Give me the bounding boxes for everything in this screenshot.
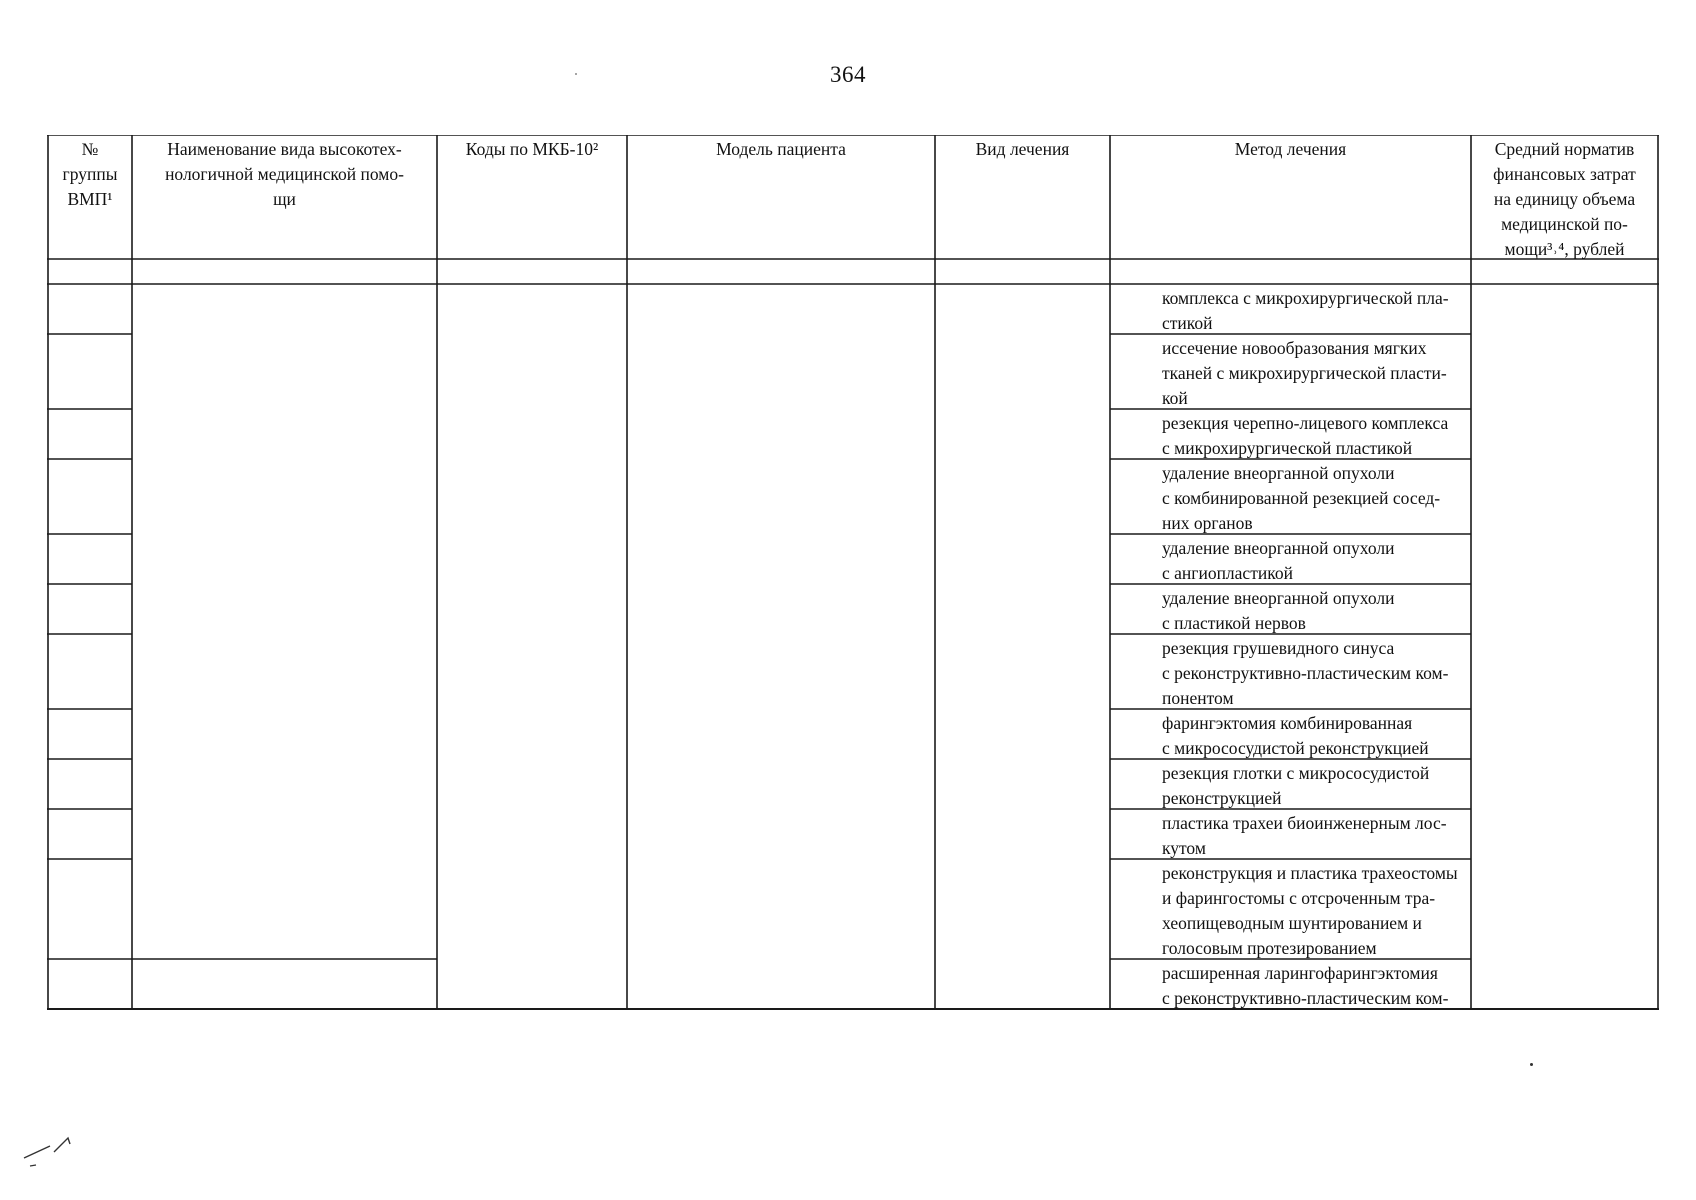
header-name: Наименование вида высокотех- нологичной медицинской помо- щи	[165, 139, 404, 209]
header-treatment-method: Метод лечения	[1234, 139, 1347, 159]
scan-speck	[575, 73, 577, 75]
scan-speck	[1530, 1063, 1533, 1066]
method-row: иссечение новообразования мягких тканей с микрохирургической пласти- кой	[1162, 338, 1447, 408]
method-row: фарингэктомия комбинированная с микрососудистой реконструкцией	[1162, 713, 1429, 758]
method-row: удаление внеорганной опухоли с ангиопластикой	[1162, 538, 1395, 583]
method-row: удаление внеорганной опухоли с пластикой нервов	[1162, 588, 1395, 633]
treatment-table	[47, 135, 1659, 1010]
method-row: расширенная ларингофарингэктомия с реконструктивно-пластическим ком-	[1162, 963, 1449, 1008]
header-patient-model: Модель пациента	[716, 139, 846, 159]
header-group-no: № группы ВМП¹	[62, 139, 118, 209]
header-icd-codes: Коды по МКБ-10²	[465, 139, 599, 159]
page-number: 364	[830, 62, 866, 87]
method-row: реконструкция и пластика трахеостомы и фарингостомы с отсроченным тра- хеопищеводным шунтированием и голосовым протезированием	[1162, 863, 1458, 958]
method-row: резекция глотки с микрососудистой реконструкцией	[1162, 763, 1430, 808]
method-row: резекция черепно-лицевого комплекса с микрохирургической пластикой	[1162, 413, 1449, 458]
method-row: резекция грушевидного синуса с реконструктивно-пластическим ком- понентом	[1162, 638, 1449, 708]
pen-mark	[22, 1130, 82, 1170]
header-cost-norm: Средний норматив финансовых затрат на единицу объема медицинской по- мощи³˒⁴, рублей	[1493, 139, 1636, 259]
header-treatment-type: Вид лечения	[975, 139, 1070, 159]
method-row: комплекса с микрохирургической пла- стикой	[1162, 288, 1449, 333]
method-row: пластика трахеи биоинженерным лос- кутом	[1162, 813, 1447, 858]
method-row: удаление внеорганной опухоли с комбинированной резекцией сосед- них органов	[1162, 463, 1441, 533]
